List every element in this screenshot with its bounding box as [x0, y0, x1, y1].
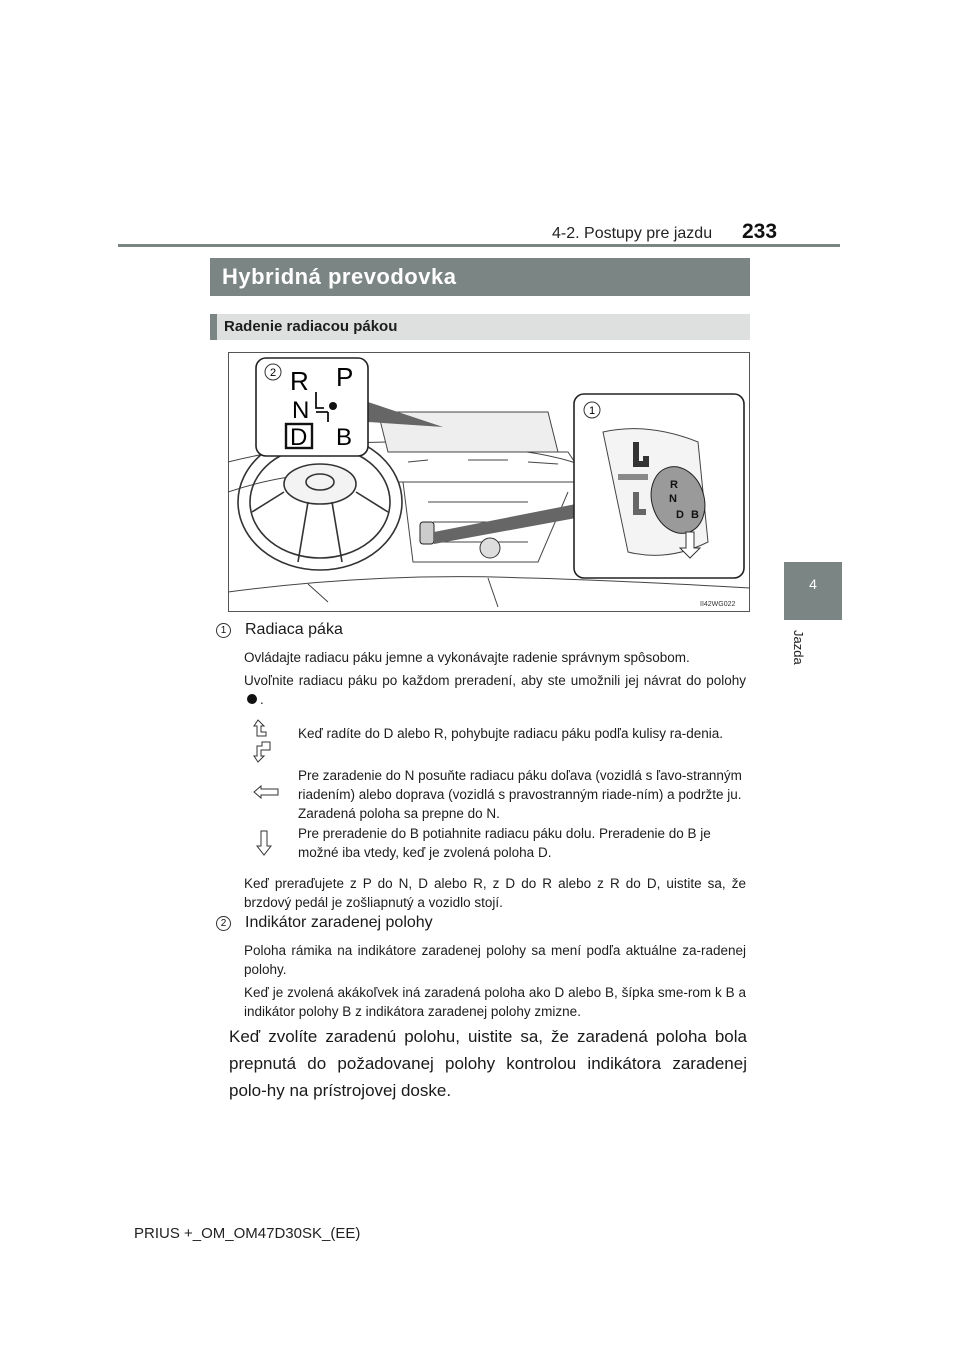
page-title: Hybridná prevodovka [222, 264, 457, 289]
table-row-1: Keď radíte do D alebo R, pohybujte radiacu páku podľa kulisy ra-denia. [298, 726, 723, 741]
header-rule [118, 244, 840, 247]
indicator-letter-r: R [290, 366, 309, 396]
chapter-tab-number: 4 [809, 576, 817, 592]
section-heading: 4-2. Postupy pre jazdu [552, 225, 713, 242]
knob-letter-r: R [670, 479, 678, 491]
indicator-letter-d: D [290, 424, 308, 451]
figure-code: II42WG022 [700, 601, 736, 608]
dashboard-illustration [228, 352, 750, 612]
item-2-note-1: Poloha rámika na indikátore zaradenej polohy sa mení podľa aktuálne za-radenej polohy. [244, 943, 746, 977]
note-after-table: Keď preraďujete z P do N, D alebo R, z D do R alebo z R do D, uistite sa, že brzdový pedál je zošliapnutý a vozidlo stojí. [244, 876, 746, 910]
indicator-letter-p: P [336, 362, 354, 392]
table-row-2: Pre zaradenie do N posuňte radiacu páku doľava (vozidlá s ľavo-stranným riadením) alebo doprava (vozidlá s pravostranným riade-ním) a podržte ju. Zaradená poloha sa prepne do N. [298, 768, 742, 821]
item-1-note-1: Ovládajte radiacu páku jemne a vykonávajte radenie správnym spôsobom. [244, 650, 690, 665]
left-shift-arrow-icon [252, 784, 280, 800]
item-2-heading [216, 914, 433, 932]
down-shift-arrow-icon [256, 830, 272, 856]
footer-doc-code: PRIUS +_OM_OM47D30SK_(EE) [134, 1225, 361, 1242]
shift-lever-detail [574, 394, 744, 578]
item-1-title: Radiaca páka [245, 621, 343, 638]
knob-letter-b: B [691, 509, 699, 521]
neutral-position-dot-icon [247, 694, 257, 704]
shift-position-indicator [256, 358, 368, 456]
figure-callout-1: 1 [588, 405, 596, 417]
main-paragraph: Keď zvolíte zaradenú polohu, uistite sa, že zaradená poloha bola prepnutá do požadovanej polohy kontrolou indikátora zaradenej polo-hy na prístrojovej doske. [229, 1027, 747, 1100]
knob-letter-d: D [676, 509, 684, 521]
up-down-shift-arrow-icon [252, 718, 276, 764]
figure-callout-2: 2 [269, 367, 277, 379]
indicator-letter-b: B [336, 424, 353, 451]
indicator-letter-n: N [292, 397, 310, 424]
item-2-note-2: Keď je zvolená akákoľvek iná zaradená poloha ako D alebo B, šípka sme-rom k B a indikátor polohy B z indikátora zaradenej polohy zmizne. [244, 985, 746, 1019]
subtitle: Radenie radiacou pákou [224, 318, 398, 335]
item-1-note-2: Uvoľnite radiacu páku po každom preradení, aby ste umožnili jej návrat do polohy . [244, 673, 746, 707]
chapter-tab-label: Jazda [791, 630, 806, 665]
item-1-heading [216, 621, 343, 639]
item-2-title: Indikátor zaradenej polohy [245, 914, 433, 931]
table-row-3: Pre preradenie do B potiahnite radiacu páku dolu. Preradenie do B je možné iba vtedy, keď je zvolená poloha D. [298, 826, 711, 860]
knob-letter-n: N [669, 493, 677, 505]
item-1-number: 1 [216, 623, 231, 638]
page-number: 233 [742, 220, 778, 243]
item-2-number: 2 [216, 916, 231, 931]
subtitle-accent [210, 314, 217, 340]
